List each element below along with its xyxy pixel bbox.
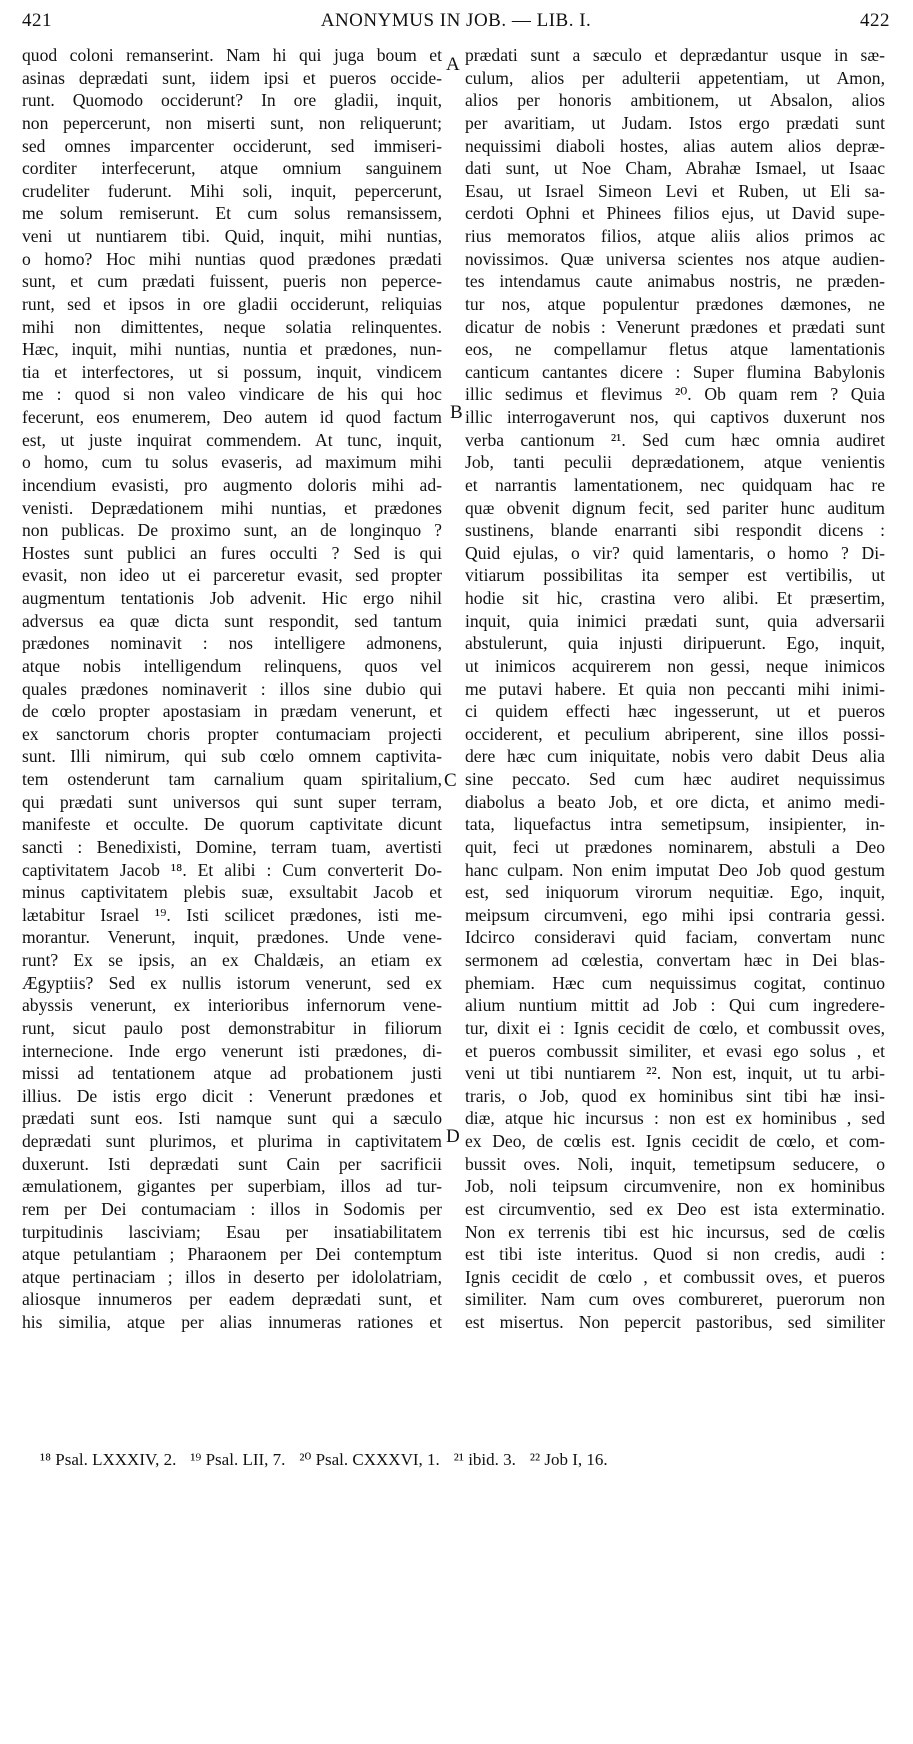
- text-line: Esau, ut Israel Simeon Levi et Ruben, ut Eli sa-: [465, 180, 885, 201]
- text-line: atque pertinaciam ; illos in deserto per idololatriam,: [22, 1266, 442, 1287]
- text-line: canticum cantantes dicere : Super flumina Babylonis: [465, 361, 885, 382]
- text-line: internecione. Inde ergo venerunt isti prædones, di-: [22, 1040, 442, 1061]
- text-line: o homo? Hoc mihi nuntias quod prædones prædati: [22, 248, 442, 269]
- text-line: æmulationem, gigantes per superbiam, illos ad tur-: [22, 1176, 442, 1197]
- text-line: runt, sicut paulo post demonstrabitur in filiorum: [22, 1017, 442, 1038]
- text-line: sunt. Illi nimirum, qui sub cœlo omnem captivita-: [22, 746, 442, 767]
- text-line: deprædati sunt plurimos, et plurima in captivitatem: [22, 1131, 442, 1151]
- section-marker-b: B: [450, 402, 463, 423]
- text-line: runt? Ex se ipsis, an ex Chaldæis, an etiam ex: [22, 950, 442, 970]
- section-marker-c: C: [444, 770, 457, 791]
- running-title: ANONYMUS IN JOB. — LIB. I.: [320, 10, 592, 31]
- text-line: Job, tanti peculii deprædationem, atque venientis: [465, 452, 885, 473]
- text-line: vitiarum possibilitas ita semper est vertibilis, ut: [465, 565, 885, 586]
- text-line: Ægyptiis? Sed ex nullis istorum venerunt, sed ex: [22, 972, 442, 993]
- text-line: ci quidem effecti hæc ingesserunt, ut et pueros: [465, 701, 885, 722]
- text-line: quales prædones nominaverit : illos sine dubio qui: [22, 678, 442, 699]
- text-line: prædones nominavit : nos intelligere admonens,: [22, 633, 442, 654]
- text-line: culum, alios per adulterii appetentiam, ut Amon,: [465, 67, 885, 88]
- page-number-right: 422: [860, 10, 890, 31]
- text-line: et narrantis lamentationem, nec quidquam hac re: [465, 474, 885, 495]
- text-line: meipsum circumveni, ego mihi ipsi contraria gessi.: [465, 904, 885, 925]
- text-line: missi ad tentationem atque ad probationem justi: [22, 1063, 442, 1084]
- text-line: est circumventio, sed ex Deo est ista exterminatio.: [465, 1198, 885, 1219]
- text-line: sustinens, blande enarranti sibi respondit dicens :: [465, 520, 885, 541]
- text-line: diabolus a beato Job, et ore dicta, et animo medi-: [465, 791, 885, 812]
- text-line: quit, feci ut prædones nominarem, abstuli a Deo: [465, 836, 885, 857]
- text-line: Job, noli teipsum circumvenire, non ex hominibus: [465, 1176, 885, 1197]
- text-line: asinas deprædati sunt, iidem ipsi et pueros occide-: [22, 67, 442, 88]
- text-line: his similia, atque per alias innumeras rationes et: [22, 1312, 442, 1332]
- footnote: ²² Job I, 16.: [529, 1450, 608, 1469]
- page-number-left: 421: [22, 10, 52, 31]
- text-line: prædati sunt eos. Isti namque sunt qui a sæculo: [22, 1108, 442, 1129]
- text-line: prædati sunt a sæculo et deprædantur usque in sæ-: [465, 45, 885, 65]
- text-line: veni ut tibi nuntiarem ²². Non est, inquit, ut tu arbi-: [465, 1063, 885, 1084]
- text-line: veni ut nuntiarem tibi. Quid, inquit, mihi nuntias,: [22, 226, 442, 246]
- text-line: qui prædati sunt universos qui sunt super terram,: [22, 791, 442, 812]
- text-line: non pepercerunt, non miserti sunt, non reliquerunt;: [22, 112, 442, 133]
- text-line: bussit oves. Noli, inquit, temetipsum seducere, o: [465, 1153, 885, 1174]
- text-line: Idcirco consideravi quid faciam, convertam nunc: [465, 927, 885, 948]
- text-line: alios per honoris ambitionem, ut Absalon, alios: [465, 90, 885, 111]
- text-line: venisti. Deprædationem mihi nuntias, et prædones: [22, 497, 442, 518]
- text-line: quæ obvenit dignum fecit, sed pariter hunc auditum: [465, 497, 885, 518]
- text-line: est misertus. Non pepercit pastoribus, sed similiter: [465, 1312, 885, 1332]
- text-line: me : quod si non valeo vindicare de his qui hoc: [22, 384, 442, 405]
- text-line: lætabitur Israel ¹⁹. Isti scilicet prædones, isti me-: [22, 904, 442, 925]
- page-header: [22, 10, 890, 36]
- text-line: sine peccato. Sed cum hæc audiret nequissimus: [465, 769, 885, 789]
- text-line: Hæc, inquit, mihi nuntias, nuntia et prædones, nun-: [22, 339, 442, 360]
- text-line: fecerunt, eos enumerem, Deo autem id quod factum: [22, 407, 442, 427]
- text-line: est tibi iste interitus. Quod si non credis, audi :: [465, 1244, 885, 1265]
- text-line: turpitudinis lasciviam; Esau per insatiabilitatem: [22, 1221, 442, 1242]
- text-line: ex sanctorum choris propter contumaciam projecti: [22, 723, 442, 744]
- text-line: manifeste et occulte. De quorum captivitate dicunt: [22, 814, 442, 835]
- text-line: cerdoti Ophni et Phinees filios ejus, ut David supe-: [465, 203, 885, 224]
- text-line: tur, dixit ei : Ignis cecidit de cœlo, et combussit oves,: [465, 1017, 885, 1038]
- text-line: traris, o Job, quod ex hominibus sint tibi hæ insi-: [465, 1085, 885, 1106]
- text-line: corditer interfecerunt, atque omnium sanguinem: [22, 158, 442, 179]
- text-line: augmentum tentationis Job advenit. Hic ergo nihil: [22, 588, 442, 608]
- text-line: evasit, non ideo ut ei parceretur evasit, sed propter: [22, 565, 442, 586]
- text-line: illic sedimus et flevimus ²⁰. Ob quam rem ? Quia: [465, 384, 885, 405]
- footnote: ²¹ ibid. 3.: [453, 1450, 516, 1469]
- text-line: o homo, cum tu solus evaseris, ad maximum mihi: [22, 452, 442, 473]
- text-line: hodie sit hic, crastina vero alibi. Et præsertim,: [465, 588, 885, 608]
- text-line: diæ, atque hic incursus : non est ex hominibus , sed: [465, 1108, 885, 1129]
- text-line: abyssis venerunt, ex interioribus infernorum vene-: [22, 995, 442, 1016]
- text-line: sed omnes imparcenter occiderunt, sed immiseri-: [22, 135, 442, 156]
- section-marker-d: D: [446, 1126, 460, 1147]
- text-line: dere hæc cum iniquitate, nobis vero dabit Deus alia: [465, 746, 885, 767]
- text-line: abstulerunt, quia injusti diripuerunt. Ego, inquit,: [465, 633, 885, 654]
- text-line: Non ex terrenis tibi est hic incursus, sed de cœlis: [465, 1221, 885, 1242]
- text-line: runt. Quomodo occiderunt? In ore gladii, inquit,: [22, 90, 442, 111]
- text-line: morantur. Venerunt, inquit, prædones. Unde vene-: [22, 927, 442, 948]
- text-line: atque petulantiam ; Pharaonem per Dei contemptum: [22, 1244, 442, 1265]
- text-line: non publicas. De proximo sunt, an de longinquo ?: [22, 520, 442, 541]
- text-line: sermonem ad cœlestia, convertam hæc in Dei blas-: [465, 950, 885, 970]
- text-line: similiter. Nam cum oves combureret, puerorum non: [465, 1289, 885, 1310]
- text-line: Hostes sunt publici an fures occulti ? Sed is qui: [22, 542, 442, 563]
- text-line: illic interrogaverunt nos, qui captivos duxerunt nos: [465, 407, 885, 427]
- text-line: dati sunt, ut Noe Cham, Abrahæ Ismael, ut Isaac: [465, 158, 885, 179]
- section-marker-a: A: [446, 54, 460, 75]
- text-line: Quid ejulas, o vir? quid lamentaris, o homo ? Di-: [465, 542, 885, 563]
- text-line: rem per Dei contumaciam : illos in Sodomis per: [22, 1198, 442, 1219]
- text-line: est, ut juste inquirat commendem. At tunc, inquit,: [22, 429, 442, 450]
- text-line: captivitatem Jacob ¹⁸. Et alibi : Cum converterit Do-: [22, 859, 442, 880]
- text-line: novissimos. Quæ universa scientes nos atque audien-: [465, 248, 885, 269]
- text-line: tur nos, atque populentur prædones dæmones, ne: [465, 293, 885, 314]
- footnote: ¹⁸ Psal. LXXXIV, 2.: [40, 1450, 177, 1469]
- text-line: atque nobis intelligendum relinquens, quos vel: [22, 655, 442, 676]
- text-line: per avaritiam, ut Judam. Istos ergo prædati sunt: [465, 112, 885, 133]
- text-line: occiderent, et peculium abriperent, sine illos possi-: [465, 723, 885, 744]
- text-line: tes intendamus caute animabus nostris, ne præden-: [465, 271, 885, 292]
- text-line: minus captivitatem plebis suæ, exsultabit Jacob et: [22, 882, 442, 903]
- text-line: de cœlo propter apostasiam in prædam venerunt, et: [22, 701, 442, 722]
- text-line: phemiam. Hæc cum nequissimus cogitat, continuo: [465, 972, 885, 993]
- text-line: quod coloni remanserint. Nam hi qui juga boum et: [22, 45, 442, 65]
- text-line: hanc culpam. Non enim imputat Deo Job quod gestum: [465, 859, 885, 880]
- text-line: verba cantionum ²¹. Sed cum hæc omnia audiret: [465, 429, 885, 450]
- text-line: illius. De istis ergo dicit : Venerunt prædones et: [22, 1085, 442, 1106]
- footnotes: [40, 1450, 900, 1470]
- text-line: me solum remiserunt. Et cum solus remansissem,: [22, 203, 442, 224]
- footnote: ¹⁹ Psal. LII, 7.: [190, 1450, 286, 1469]
- text-line: nequissimi diaboli hostes, alias autem alios depræ-: [465, 135, 885, 156]
- text-line: ut inimicos acquirerem non gessi, neque inimicos: [465, 655, 885, 676]
- text-line: et pueros combussit similiter, et evasi ego solus , et: [465, 1040, 885, 1061]
- right-column: [465, 44, 885, 1744]
- text-line: sancti : Benedixisti, Domine, terram tuam, avertisti: [22, 836, 442, 857]
- text-line: alium nuntium mittit ad Job : Qui cum ingredere-: [465, 995, 885, 1016]
- text-line: incendium evasisti, pro augmento doloris mihi ad-: [22, 474, 442, 495]
- text-line: sunt, et cum prædati fuissent, pueris non peperce-: [22, 271, 442, 292]
- text-line: tia et interfectores, ut si possum, inquit, vindicem: [22, 361, 442, 382]
- text-line: tem ostenderunt tam carnalium quam spiritalium,: [22, 769, 442, 789]
- text-line: aliosque innumeros per eadem deprædati sunt, et: [22, 1289, 442, 1310]
- text-line: eos, ne compellamur fletus atque lamentationis: [465, 339, 885, 360]
- text-line: Ignis cecidit de cœlo , et combussit oves, et pueros: [465, 1266, 885, 1287]
- footnote: ²⁰ Psal. CXXXVI, 1.: [299, 1450, 440, 1469]
- text-line: dicatur de nobis : Venerunt prædones et prædati sunt: [465, 316, 885, 337]
- text-line: runt, sed et ipsos in ore gladii occiderunt, reliquias: [22, 293, 442, 314]
- text-line: duxerunt. Isti deprædati sunt Cain per sacrificii: [22, 1153, 442, 1174]
- text-line: me putavi habere. Et quia non peccanti mihi inimi-: [465, 678, 885, 699]
- text-line: rius memoratos filios, atque aliis alios primos ac: [465, 226, 885, 246]
- text-line: adversus ea quæ dicta sunt respondit, sed tantum: [22, 610, 442, 631]
- text-line: ex Deo, de cœlis est. Ignis cecidit de cœlo, et com-: [465, 1131, 885, 1151]
- left-column: [22, 44, 442, 1744]
- text-line: crudeliter fuderunt. Mihi soli, inquit, pepercerunt,: [22, 180, 442, 201]
- text-line: est, sed iniquorum virorum nequitiæ. Ego, inquit,: [465, 882, 885, 903]
- text-line: inquit, quia inimici prædati sunt, quia adversarii: [465, 610, 885, 631]
- text-line: mihi non dimittentes, neque solatia relinquentes.: [22, 316, 442, 337]
- text-line: tata, liquefactus intra semetipsum, insipienter, in-: [465, 814, 885, 835]
